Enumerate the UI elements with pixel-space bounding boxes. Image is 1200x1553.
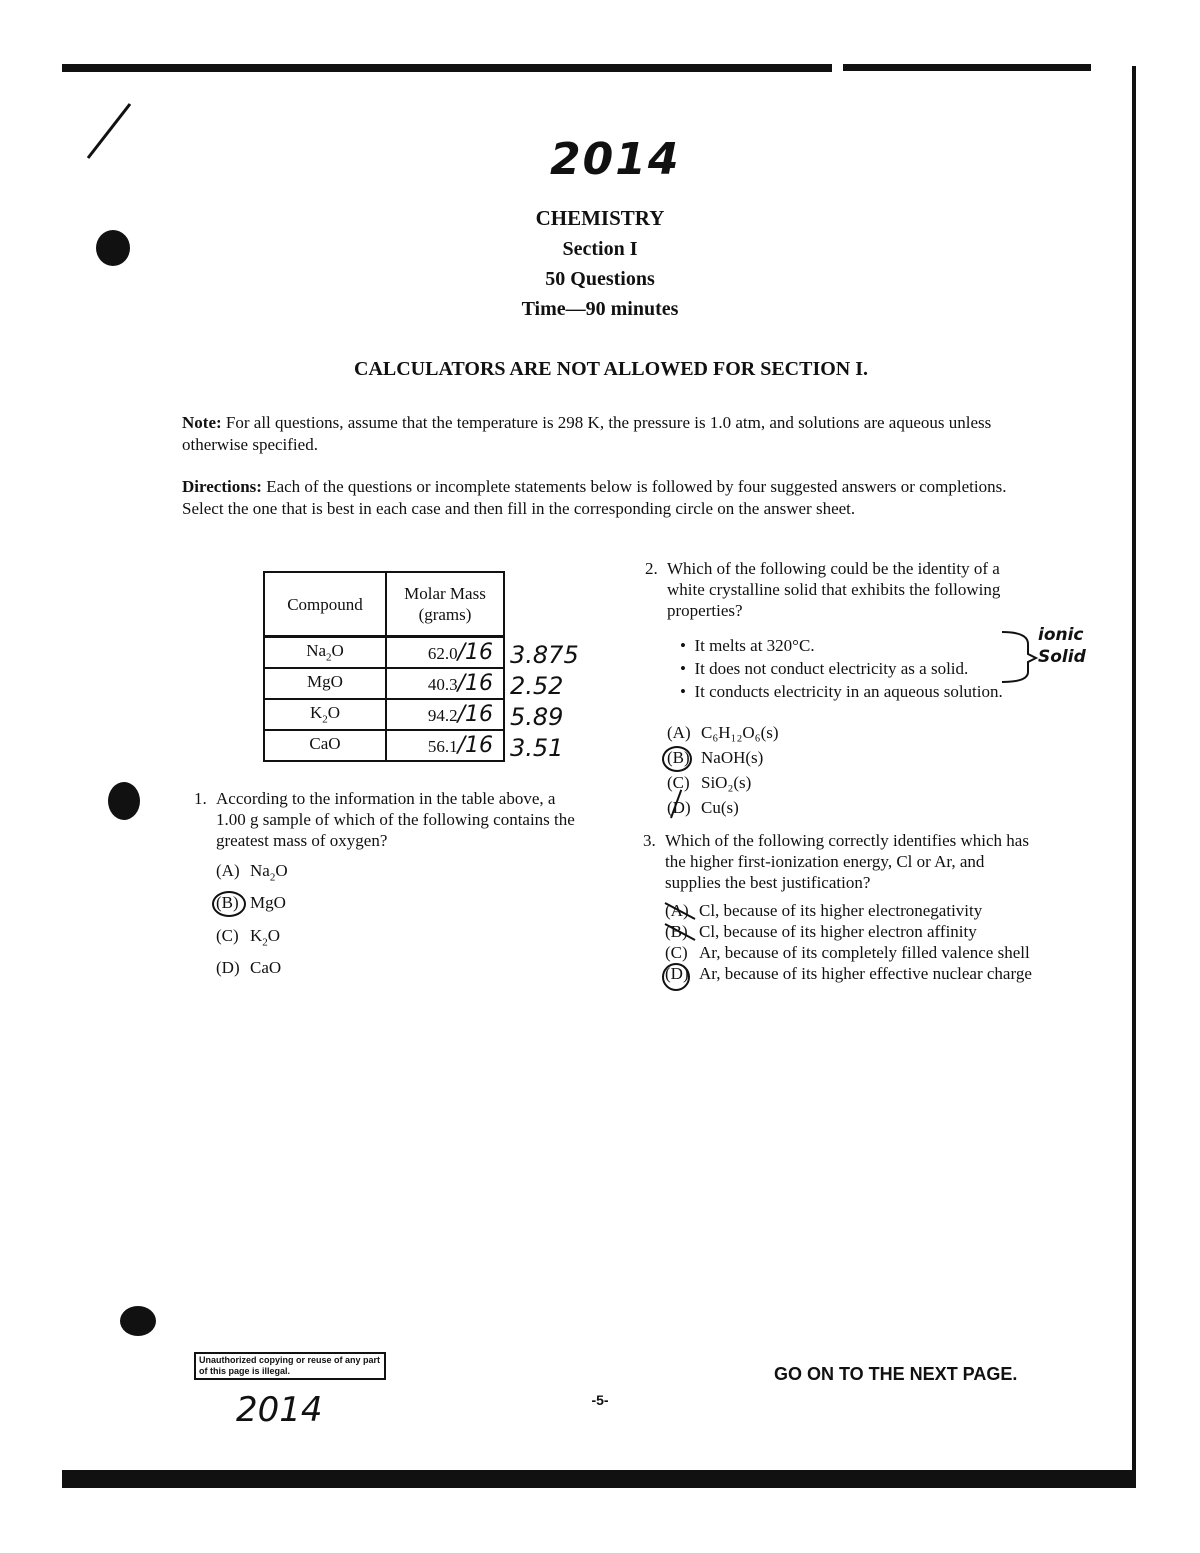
section-label: Section I: [562, 238, 638, 260]
scan-border-top: [62, 64, 832, 72]
copyright-notice: Unauthorized copying or reuse of any part of this page is illegal.: [194, 1352, 386, 1380]
time-limit: Time—90 minutes: [521, 298, 679, 320]
answer-option-selected[interactable]: (D) Ar, because of its higher effective nuclear charge: [665, 963, 1037, 984]
directions-label: Directions:: [182, 477, 262, 496]
answer-option[interactable]: (C) $K_2O$: [216, 925, 281, 949]
table-row: MgO 40.3/16: [264, 668, 504, 699]
handwritten-year-bottom: 2014: [236, 1390, 323, 1430]
question-2-properties: [680, 634, 1035, 703]
question-3-stem: Which of the following correctly identifies which has the higher first-ionization energy, Cl or Ar, and supplies the best justification?: [665, 831, 1029, 892]
handwritten-year: 2014: [550, 134, 681, 185]
subject-title: CHEMISTRY: [535, 206, 665, 230]
answer-option[interactable]: (D) CaO: [216, 958, 282, 978]
answer-option[interactable]: (A) $Na_2O$: [216, 861, 288, 884]
note-text: For all questions, assume that the temperature is 298 K, the pressure is 1.0 atm, and solutions are aqueous unless otherwise specified.: [182, 413, 992, 454]
question-3-options: [665, 900, 1037, 984]
answer-option[interactable]: (C) Ar, because of its completely filled valence shell: [665, 943, 1030, 962]
answer-option[interactable]: (C) SiO₂(s): [667, 773, 752, 792]
question-count: 50 Questions: [545, 268, 655, 290]
question-1-options: [216, 858, 288, 988]
question-2-options: [667, 720, 779, 820]
answer-option-crossed[interactable]: (D) Cu(s): [667, 795, 779, 820]
molar-mass-table: [263, 571, 505, 762]
table-header-compound: Compound: [264, 572, 386, 637]
bracket-icon: [1000, 630, 1040, 684]
question-2-stem: Which of the following could be the identity of a white crystalline solid that exhibits the following properties?: [667, 559, 1001, 620]
page-number: -5-: [591, 1392, 609, 1408]
directions-paragraph: [182, 476, 1012, 520]
list-item: • It conducts electricity in an aqueous solution.: [680, 682, 1003, 701]
answer-option[interactable]: (A) C₆H₁₂O₆(s): [667, 723, 779, 742]
table-row: $Na_2O$ 62.0/16: [264, 637, 504, 669]
question-3: 3. Which of the following correctly identifies which has the higher first-ionization energy, Cl or Ar, and supplies the best justification?: [643, 830, 1038, 893]
list-item: • It melts at 320°C.: [680, 636, 815, 655]
handwritten-calculations: 3.875 2.52 5.89 3.51: [510, 641, 579, 762]
table-row: $K_2O$ 94.2/16: [264, 699, 504, 730]
scan-border-bottom: [62, 1470, 1136, 1488]
answer-option-selected[interactable]: (B) NaOH(s): [667, 745, 779, 770]
scan-border-top-right: [843, 64, 1091, 71]
answer-option-selected[interactable]: (B) MgO: [216, 890, 288, 922]
list-item: • It does not conduct electricity as a solid.: [680, 659, 969, 678]
question-1-stem: According to the information in the table above, a 1.00 g sample of which of the following contains the greatest mass of oxygen?: [216, 789, 575, 850]
calculator-warning: CALCULATORS ARE NOT ALLOWED FOR SECTION I.: [354, 358, 869, 380]
punch-hole-icon: [120, 1306, 156, 1336]
question-2: 2. Which of the following could be the identity of a white crystalline solid that exhibits the following properties?: [645, 558, 1040, 621]
note-paragraph: [182, 412, 1012, 456]
question-1: 1. According to the information in the table above, a 1.00 g sample of which of the following contains the greatest mass of oxygen?: [194, 788, 584, 851]
next-page-instruction: GO ON TO THE NEXT PAGE.: [774, 1364, 1018, 1384]
directions-text: Each of the questions or incomplete statements below is followed by four suggested answers or completions. Select the one that is best in each case and then fill in the corresponding circle on the answer sheet.: [182, 477, 1007, 518]
note-label: Note:: [182, 413, 222, 432]
table-row: CaO 56.1/16: [264, 730, 504, 761]
handwritten-note: ionic Solid: [1038, 625, 1086, 667]
table-header-molar-mass: Molar Mass (grams): [386, 572, 504, 637]
punch-hole-icon: [108, 782, 140, 820]
answer-option-crossed[interactable]: (A) Cl, because of its higher electronegativity: [665, 901, 983, 920]
pen-stroke-icon: [80, 98, 140, 164]
answer-option-crossed[interactable]: (B) Cl, because of its higher electron affinity: [665, 922, 977, 941]
